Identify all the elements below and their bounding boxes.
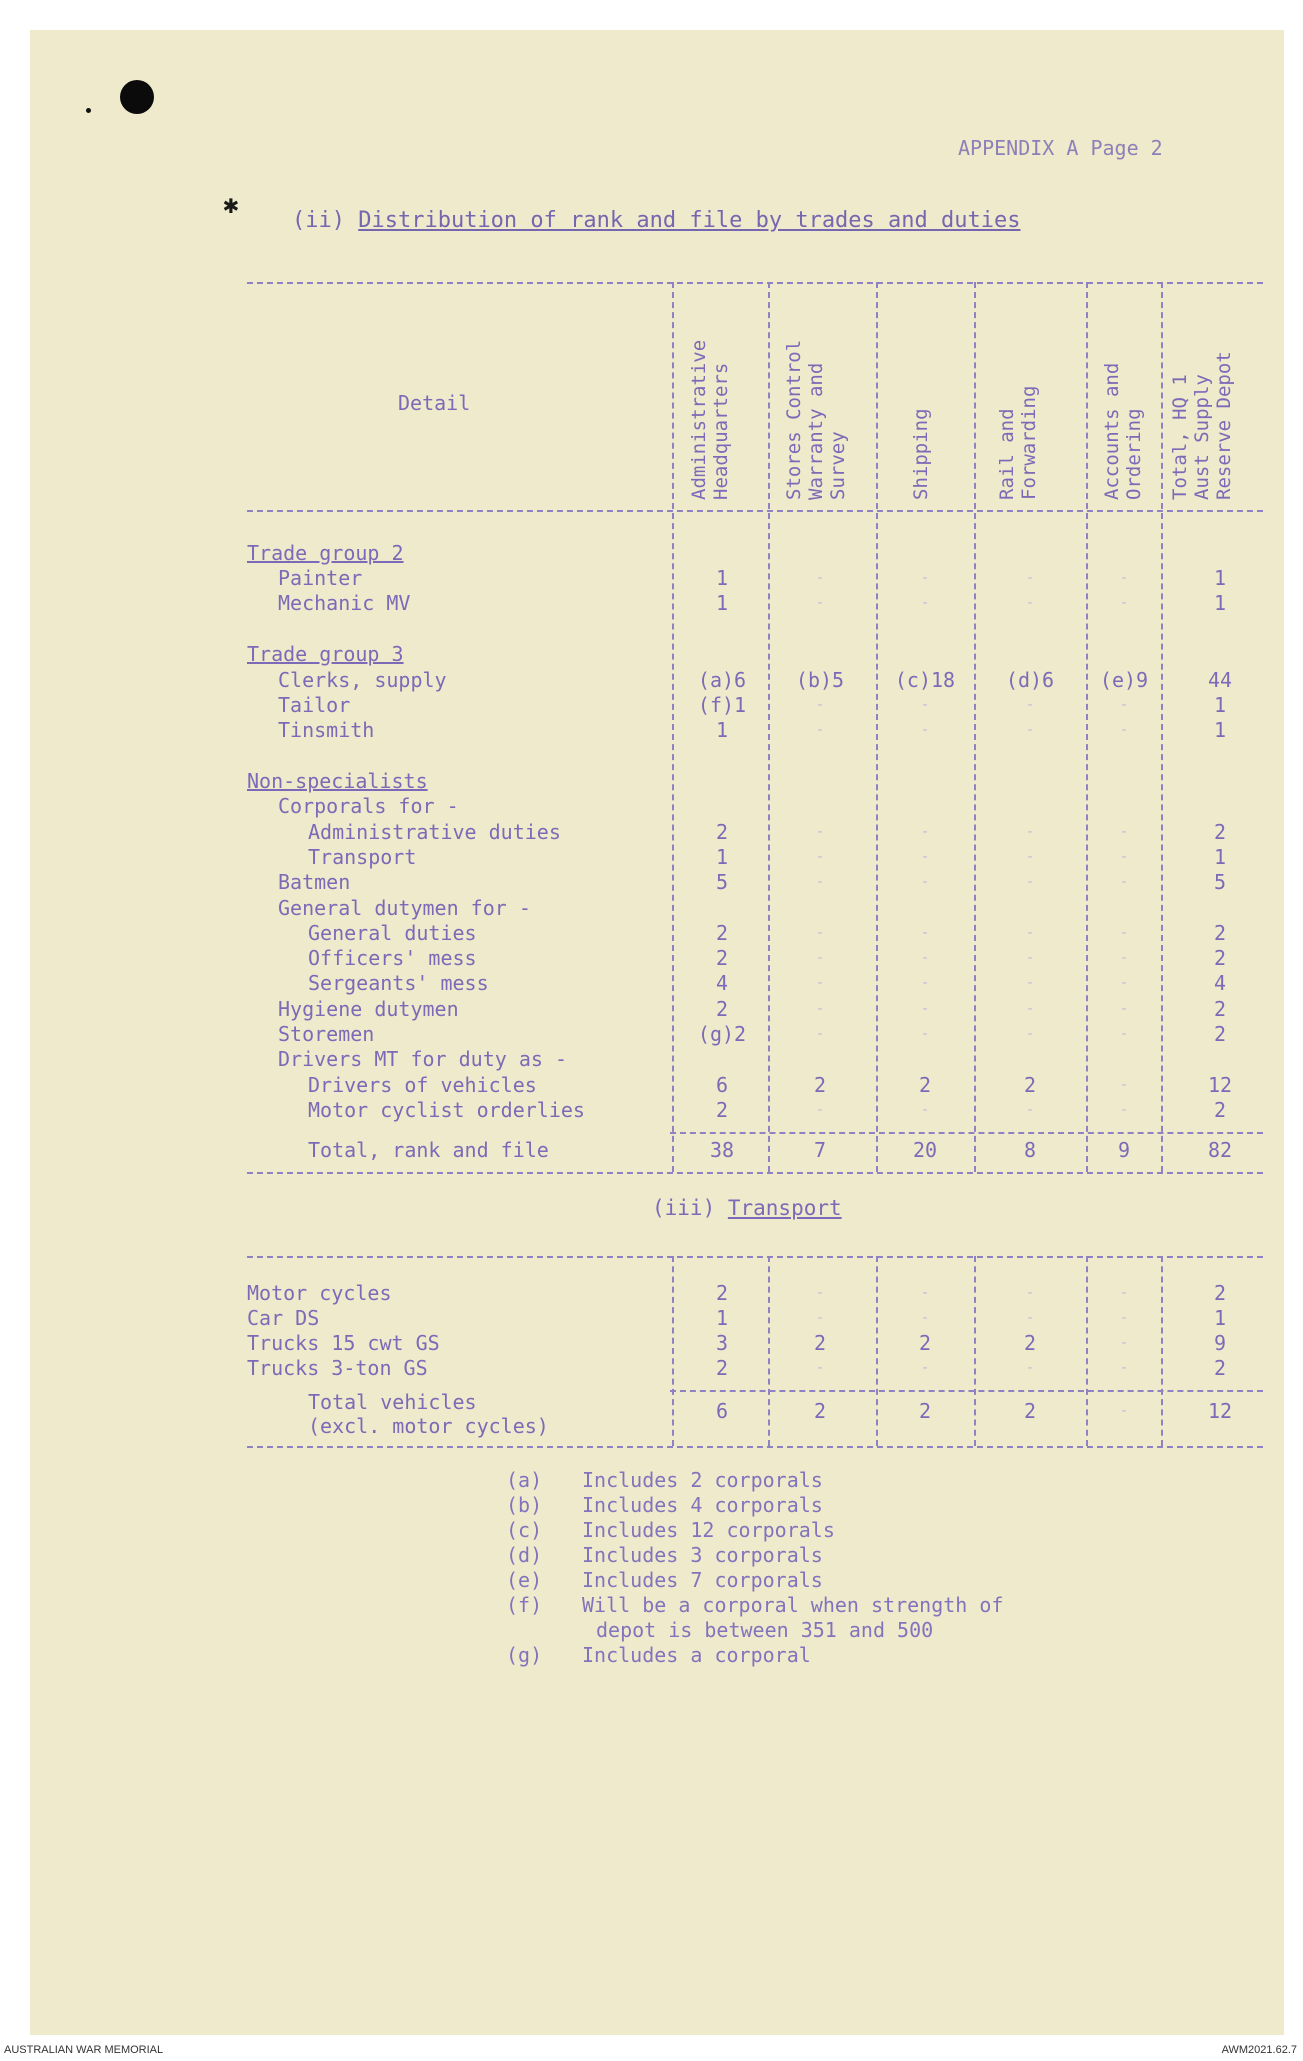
table-cell: - — [1025, 1001, 1035, 1017]
table-cell: - — [920, 824, 930, 840]
col-divider — [974, 1256, 976, 1446]
table-cell: (f)1 — [697, 693, 747, 717]
table-cell: - — [920, 722, 930, 738]
col-divider — [768, 282, 770, 1172]
row-label: General dutymen for - — [278, 896, 531, 920]
column-header: Shipping — [910, 408, 932, 500]
row-label: Batmen — [278, 870, 351, 894]
row-label: Tailor — [278, 693, 351, 717]
row-label: Total vehicles — [308, 1390, 477, 1414]
table-cell: - — [920, 1310, 930, 1326]
footer-strip — [0, 2035, 1303, 2061]
row-label: Trucks 3-ton GS — [247, 1356, 428, 1380]
table-cell: - — [1119, 975, 1129, 991]
footnote-text: Includes 12 corporals — [582, 1518, 835, 1542]
table-cell: - — [1025, 595, 1035, 611]
table-cell: (e)9 — [1099, 668, 1149, 692]
punch-hole — [120, 80, 154, 114]
footer-right: AWM2021.62.7 — [1221, 2044, 1297, 2056]
col-divider — [876, 1256, 878, 1446]
table-cell: - — [1119, 1077, 1129, 1093]
table-cell: - — [1025, 849, 1035, 865]
table-cell: 2 — [918, 1399, 932, 1423]
table-cell: - — [815, 975, 825, 991]
table-cell: - — [920, 925, 930, 941]
footnote-key: (f) — [506, 1593, 543, 1617]
row-label: Car DS — [247, 1306, 320, 1330]
table-cell: - — [815, 1026, 825, 1042]
table-cell: - — [815, 1102, 825, 1118]
table-cell: 5 — [1213, 870, 1227, 894]
row-label: Clerks, supply — [278, 668, 447, 692]
row-label: Officers' mess — [308, 946, 477, 970]
table-cell: 2 — [1213, 921, 1227, 945]
table-cell: 2 — [918, 1073, 932, 1097]
table-cell: - — [1025, 722, 1035, 738]
table-cell: 2 — [1213, 946, 1227, 970]
table-cell: 2 — [1213, 1281, 1227, 1305]
table-cell: - — [1119, 1001, 1129, 1017]
table-cell: - — [815, 697, 825, 713]
column-header: Stores Control Warranty and Survey — [783, 339, 849, 500]
footer-left: AUSTRALIAN WAR MEMORIAL — [4, 2044, 164, 2056]
table-cell: - — [1119, 722, 1129, 738]
footnote-key: (c) — [506, 1518, 543, 1542]
table-cell: - — [1119, 950, 1129, 966]
detail-column-header: Detail — [398, 391, 471, 415]
footnote-key: (b) — [506, 1493, 543, 1517]
table-cell: 1 — [1213, 1306, 1227, 1330]
column-header: Administrative Headquarters — [688, 339, 732, 500]
table-cell: 38 — [709, 1138, 735, 1162]
footnote-text: Includes 7 corporals — [582, 1568, 823, 1592]
table-cell: 2 — [1213, 1022, 1227, 1046]
footnote-key: (a) — [506, 1468, 543, 1492]
table-cell: 2 — [1023, 1073, 1037, 1097]
table-cell: 6 — [715, 1399, 729, 1423]
table-cell: - — [1025, 697, 1035, 713]
table-cell: - — [1025, 950, 1035, 966]
transport-total-rule — [670, 1390, 1263, 1392]
table-cell: 2 — [1213, 997, 1227, 1021]
row-label: Hygiene dutymen — [278, 997, 459, 1021]
table-cell: - — [815, 849, 825, 865]
table-cell: 5 — [715, 870, 729, 894]
table-cell: - — [1025, 1285, 1035, 1301]
table-cell: 2 — [1213, 1356, 1227, 1380]
table-cell: - — [1025, 1310, 1035, 1326]
table-cell: 2 — [1213, 820, 1227, 844]
section-number: (ii) — [292, 208, 359, 233]
table-cell: 1 — [1213, 591, 1227, 615]
row-label: Trucks 15 cwt GS — [247, 1331, 440, 1355]
table-cell: - — [1119, 849, 1129, 865]
table-cell: - — [920, 1285, 930, 1301]
table-cell: 1 — [1213, 566, 1227, 590]
row-label: Painter — [278, 566, 363, 590]
table-cell: 1 — [715, 1306, 729, 1330]
table-cell: - — [920, 1102, 930, 1118]
table-cell: 2 — [813, 1331, 827, 1355]
table-cell: - — [1119, 925, 1129, 941]
table-cell: - — [920, 975, 930, 991]
transport-title — [652, 1196, 842, 1220]
column-header: Total, HQ 1 Aust Supply Reserve Depot — [1169, 351, 1235, 500]
table-cell: (b)5 — [795, 668, 845, 692]
row-label: Motor cyclist orderlies — [308, 1098, 585, 1122]
table-cell: - — [1119, 697, 1129, 713]
group-heading: Non-specialists — [247, 769, 428, 793]
table-cell: - — [1025, 824, 1035, 840]
row-label: Storemen — [278, 1022, 375, 1046]
table-cell: 2 — [918, 1331, 932, 1355]
table-cell: - — [920, 697, 930, 713]
row-label: Motor cycles — [247, 1281, 392, 1305]
table-cell: - — [1119, 824, 1129, 840]
column-header: Accounts and Ordering — [1101, 362, 1145, 500]
table-cell: - — [815, 950, 825, 966]
table-cell: 1 — [715, 591, 729, 615]
table-cell: 6 — [715, 1073, 729, 1097]
transport-top-rule — [247, 1256, 1263, 1258]
footnote-text: Will be a corporal when strength of — [582, 1593, 1004, 1617]
table-cell: (g)2 — [697, 1022, 747, 1046]
col-divider — [672, 282, 674, 1172]
table-cell: - — [1119, 1102, 1129, 1118]
table-cell: 2 — [715, 1356, 729, 1380]
row-label: Drivers MT for duty as - — [278, 1047, 567, 1071]
table-cell: 7 — [813, 1138, 827, 1162]
table-top-rule — [247, 282, 1263, 284]
table-cell: - — [920, 1026, 930, 1042]
column-header: Rail and Forwarding — [996, 385, 1040, 500]
table-cell: 2 — [1023, 1331, 1037, 1355]
table-cell: - — [815, 595, 825, 611]
table-cell: - — [920, 1360, 930, 1376]
footnote-key: (e) — [506, 1568, 543, 1592]
group-heading: Trade group 3 — [247, 642, 404, 666]
table-cell: 2 — [715, 1098, 729, 1122]
col-divider — [974, 282, 976, 1172]
footnote-key: (g) — [506, 1643, 543, 1667]
table-cell: - — [1025, 1026, 1035, 1042]
table-cell: - — [1119, 570, 1129, 586]
table-cell: - — [920, 874, 930, 890]
table-cell: 4 — [1213, 971, 1227, 995]
table-cell: - — [920, 570, 930, 586]
table-cell: 2 — [813, 1399, 827, 1423]
row-label: Tinsmith — [278, 718, 375, 742]
footnote-text: depot is between 351 and 500 — [596, 1618, 934, 1642]
table-cell: - — [1119, 1335, 1129, 1351]
table-cell: 12 — [1207, 1399, 1233, 1423]
table-cell: - — [920, 595, 930, 611]
table-cell: - — [815, 1310, 825, 1326]
table-cell: - — [1119, 874, 1129, 890]
row-label: Total, rank and file — [308, 1138, 549, 1162]
table-cell: 2 — [715, 997, 729, 1021]
transport-title-text: Transport — [727, 1196, 842, 1220]
table-cell: - — [920, 950, 930, 966]
table-cell: 1 — [715, 845, 729, 869]
table-cell: 3 — [715, 1331, 729, 1355]
footnote-text: Includes a corporal — [582, 1643, 811, 1667]
table-cell: 1 — [1213, 718, 1227, 742]
table-cell: - — [815, 925, 825, 941]
table-cell: - — [1119, 1026, 1129, 1042]
table-cell: - — [815, 824, 825, 840]
section-title-text: Distribution of rank and file by trades and duties — [358, 208, 1021, 233]
row-label: Administrative duties — [308, 820, 561, 844]
table-cell: - — [1025, 1102, 1035, 1118]
table-cell: - — [920, 849, 930, 865]
table-cell: 44 — [1207, 668, 1233, 692]
table-cell: - — [1025, 1360, 1035, 1376]
footnote-text: Includes 2 corporals — [582, 1468, 823, 1492]
table-cell: 2 — [715, 820, 729, 844]
table-cell: 1 — [715, 566, 729, 590]
table-cell: 2 — [813, 1073, 827, 1097]
table-cell: - — [1025, 975, 1035, 991]
table-cell: - — [1025, 874, 1035, 890]
appendix-label: APPENDIX A Page 2 — [958, 136, 1163, 160]
col-divider — [876, 282, 878, 1172]
table-cell: 2 — [1023, 1399, 1037, 1423]
table-cell: 1 — [1213, 693, 1227, 717]
table-cell: 1 — [1213, 845, 1227, 869]
table-cell: - — [815, 722, 825, 738]
table-cell: (c)18 — [894, 668, 956, 692]
table-cell: - — [815, 1285, 825, 1301]
table-cell: 2 — [1213, 1098, 1227, 1122]
table-cell: - — [815, 570, 825, 586]
table-cell: - — [1119, 1285, 1129, 1301]
table-header-rule — [247, 510, 1263, 512]
table-cell: - — [1119, 1360, 1129, 1376]
col-divider — [768, 1256, 770, 1446]
table-cell: (a)6 — [697, 668, 747, 692]
table-cell: 2 — [715, 1281, 729, 1305]
table-cell: - — [1025, 925, 1035, 941]
row-label: (excl. motor cycles) — [308, 1414, 549, 1438]
table-cell: 8 — [1023, 1138, 1037, 1162]
row-label: Drivers of vehicles — [308, 1073, 537, 1097]
row-label: Mechanic MV — [278, 591, 411, 615]
table-cell: 82 — [1207, 1138, 1233, 1162]
table-cell: 4 — [715, 971, 729, 995]
table-cell: - — [920, 1001, 930, 1017]
table-cell: 2 — [715, 946, 729, 970]
table-cell: - — [1119, 1310, 1129, 1326]
table-cell: - — [815, 874, 825, 890]
table-cell: 9 — [1117, 1138, 1131, 1162]
group-heading: Trade group 2 — [247, 541, 404, 565]
ink-blot: ✱ — [223, 190, 239, 220]
table-bottom-rule — [247, 1172, 1263, 1174]
table-cell: 1 — [715, 718, 729, 742]
row-label: Sergeants' mess — [308, 971, 489, 995]
row-label: Corporals for - — [278, 794, 459, 818]
table-cell: (d)6 — [1005, 668, 1055, 692]
table-cell: 9 — [1213, 1331, 1227, 1355]
table-cell: 20 — [912, 1138, 938, 1162]
table-cell: - — [1025, 570, 1035, 586]
transport-number: (iii) — [652, 1196, 728, 1220]
table-cell: - — [815, 1001, 825, 1017]
row-label: Transport — [308, 845, 417, 869]
footnote-text: Includes 4 corporals — [582, 1493, 823, 1517]
table-cell: - — [1119, 595, 1129, 611]
row-label: General duties — [308, 921, 477, 945]
section-title — [292, 208, 1021, 233]
footnote-text: Includes 3 corporals — [582, 1543, 823, 1567]
col-divider — [672, 1256, 674, 1446]
table-cell: 12 — [1207, 1073, 1233, 1097]
table-cell: - — [1119, 1403, 1129, 1419]
table-cell: 2 — [715, 921, 729, 945]
transport-bottom-rule — [247, 1446, 1263, 1448]
table-cell: - — [815, 1360, 825, 1376]
ink-dot — [86, 108, 91, 113]
total-top-rule — [670, 1132, 1263, 1134]
footnote-key: (d) — [506, 1543, 543, 1567]
